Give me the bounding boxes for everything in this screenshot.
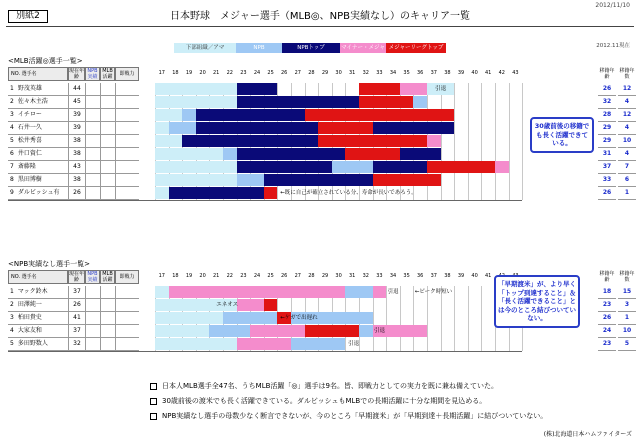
player-name-text: 田澤純一 (17, 301, 42, 308)
age-tick-label: 35 (403, 70, 410, 76)
career-segment (155, 325, 209, 337)
transfer-age-value: 29 (598, 122, 616, 135)
header-no-name: NO. 選手名 (8, 270, 68, 284)
age-tick-label: 17 (158, 70, 165, 76)
career-segment (223, 312, 277, 324)
player-no: 8 (10, 176, 14, 183)
mlb-cell (100, 286, 115, 299)
career-segment (359, 96, 413, 108)
player-age: 44 (68, 83, 85, 96)
npb-cell (85, 148, 100, 161)
transfer-age-value: 29 (598, 135, 616, 148)
age-tick-label: 34 (389, 273, 397, 279)
age-tick-label: 40 (471, 70, 478, 76)
age-tick-label: 24 (253, 70, 261, 76)
player-name-text: 野茂英雄 (17, 85, 42, 92)
player-name-text: 黒田博樹 (17, 176, 42, 183)
career-segment (237, 96, 359, 108)
player-no: 3 (10, 111, 14, 118)
power-cell (115, 338, 139, 351)
career-segment (277, 83, 359, 95)
career-segment (237, 161, 332, 173)
player-name (8, 96, 68, 109)
career-segment (345, 148, 399, 160)
npb-cell (85, 161, 100, 174)
age-tick-label: 37 (430, 70, 437, 76)
player-name-text: イチロー (17, 111, 42, 118)
mlb-cell (100, 96, 115, 109)
summary-bullet (150, 411, 547, 421)
transfer-years-value: 4 (618, 122, 636, 135)
age-tick-label: 23 (240, 70, 247, 76)
transfer-years-value: 10 (618, 325, 636, 338)
career-segment (413, 96, 427, 108)
career-segment (264, 299, 278, 311)
injury-note: ←ケガで出遅れ (280, 315, 318, 321)
age-tick-label: 17 (158, 273, 165, 279)
checkbox-icon (150, 383, 157, 390)
career-segment (264, 174, 373, 186)
career-segment (196, 109, 305, 121)
career-segment (373, 122, 455, 134)
npb-cell (85, 83, 100, 96)
career-segment (155, 161, 237, 173)
summary-bullet-text: 30歳前後の渡米でも長く活躍できている。ダルビッシュもMLBでの長期活躍に十分な期間を見込める。 (162, 397, 487, 405)
transfer-years-value: 1 (618, 312, 636, 325)
player-name-text: 佐々木主浩 (17, 98, 48, 105)
table-bottom-border (8, 351, 522, 352)
header-no-name: NO. 選手名 (8, 67, 68, 81)
age-tick-label: 34 (389, 70, 397, 76)
header-transfer-years: 移籍年数 (619, 68, 635, 80)
career-segment (155, 135, 182, 147)
transfer-age-value: 26 (598, 83, 616, 96)
header-transfer-age: 移籍年齢 (599, 271, 615, 283)
transfer-years-value: 4 (618, 96, 636, 109)
age-tick-label: 41 (485, 70, 492, 76)
career-segment (169, 286, 346, 298)
checkbox-icon (150, 398, 157, 405)
transfer-years-value: 4 (618, 148, 636, 161)
transfer-years-value: 10 (618, 135, 636, 148)
player-name (8, 109, 68, 122)
player-name (8, 338, 68, 351)
player-name-text: 柏田貴史 (17, 314, 42, 321)
power-cell (115, 109, 139, 122)
career-segment (427, 135, 441, 147)
player-name (8, 135, 68, 148)
npb-cell (85, 187, 100, 200)
summary-bullet (150, 396, 486, 406)
age-tick-label: 38 (444, 70, 451, 76)
peak-note: ←ピーク時短い (414, 289, 453, 295)
transfer-years-value: 7 (618, 161, 636, 174)
header-age: 現在年齢 (69, 68, 85, 80)
header-mlb: MLB活躍 (100, 270, 115, 284)
player-age: 39 (68, 109, 85, 122)
career-segment (318, 135, 427, 147)
retired-label: 引退 (387, 289, 399, 295)
player-no: 1 (10, 288, 14, 295)
table-bottom-border (8, 200, 522, 201)
career-segment (250, 325, 304, 337)
transfer-age-value: 23 (598, 299, 616, 312)
legend-item: 下部組織／アマ (174, 43, 236, 53)
power-cell (115, 122, 139, 135)
mlb-cell (100, 312, 115, 325)
transfer-age-value: 18 (598, 286, 616, 299)
npb-cell (85, 286, 100, 299)
mlb-cell (100, 122, 115, 135)
age-tick-label: 29 (321, 70, 329, 76)
retired-label: 引退 (435, 86, 447, 92)
career-segment (359, 83, 400, 95)
player-no: 2 (10, 98, 14, 105)
legend-item: NPBトップ (282, 43, 340, 53)
player-age: 38 (68, 174, 85, 187)
career-segment (155, 83, 237, 95)
career-segment (359, 325, 373, 337)
legend-item: メジャーリーグトップ (386, 43, 446, 53)
age-tick-label: 37 (430, 273, 437, 279)
age-tick-label: 29 (321, 273, 329, 279)
player-name-text: 井口資仁 (17, 150, 42, 157)
career-segment (332, 161, 373, 173)
power-cell (115, 148, 139, 161)
age-tick-label: 23 (240, 273, 247, 279)
mlb-cell (100, 338, 115, 351)
npb-cell (85, 109, 100, 122)
age-tick-label: 27 (294, 70, 301, 76)
retired-label: 引退 (373, 328, 385, 334)
player-no: 4 (10, 327, 14, 334)
transfer-age-value: 28 (598, 109, 616, 122)
power-cell (115, 286, 139, 299)
age-tick-label: 35 (403, 273, 410, 279)
npb-cell (85, 325, 100, 338)
career-segment (169, 187, 264, 199)
age-tick-label: 39 (457, 70, 465, 76)
as-of-date: 2012.11現在 (596, 43, 630, 49)
career-segment (400, 83, 427, 95)
mlb-cell (100, 187, 115, 200)
mlb-cell (100, 174, 115, 187)
player-name-text: 石井一久 (17, 124, 42, 131)
age-tick-label: 33 (376, 273, 383, 279)
summary-bullet-text: NPB実績なし選手の母数少なく断言できないが、今のところ「早期渡米」が「早期到達＋長期活躍」に結びついていない。 (162, 412, 548, 420)
legend-item: マイナー・メジャーリーグ (341, 45, 385, 61)
age-tick-label: 24 (253, 273, 261, 279)
transfer-age-value: 26 (598, 187, 616, 200)
career-segment (237, 148, 346, 160)
player-no: 9 (10, 189, 14, 196)
summary-bullet-text: 日本人MLB選手全47名、うちMLB活躍「◎」選手は9名。皆、即戦力としての実力を既に兼ね備えていた。 (162, 382, 498, 390)
career-segment (345, 286, 372, 298)
document-date: 2012/11/10 (595, 2, 630, 9)
mlb-cell (100, 148, 115, 161)
age-tick-label: 41 (485, 273, 492, 279)
age-tick-label: 43 (512, 70, 519, 76)
age-tick-label: 28 (308, 70, 315, 76)
mlb-cell (100, 83, 115, 96)
player-name-text: 多田野数人 (17, 340, 48, 347)
career-segment (155, 174, 237, 186)
transfer-years-value: 12 (618, 83, 636, 96)
age-tick-label: 18 (172, 273, 179, 279)
mlb-cell (100, 325, 115, 338)
npb-cell (85, 312, 100, 325)
age-tick-label: 25 (267, 273, 274, 279)
npb-cell (85, 135, 100, 148)
power-cell (115, 96, 139, 109)
npb-cell (85, 174, 100, 187)
career-segment (155, 122, 169, 134)
age-tick-label: 21 (213, 70, 220, 76)
transfer-years-value: 5 (618, 338, 636, 351)
career-segment (155, 187, 169, 199)
player-age: 32 (68, 338, 85, 351)
career-segment (305, 325, 359, 337)
player-name-text: 斎藤隆 (17, 163, 36, 170)
player-no: 7 (10, 163, 14, 170)
mlb-cell (100, 109, 115, 122)
header-mlb: MLB活躍 (100, 67, 115, 81)
player-age: 26 (68, 187, 85, 200)
career-segment (237, 83, 278, 95)
age-tick-label: 31 (349, 273, 356, 279)
age-tick-label: 22 (226, 273, 233, 279)
age-tick-label: 26 (281, 273, 288, 279)
player-name (8, 286, 68, 299)
age-tick-label: 25 (267, 70, 274, 76)
player-no: 3 (10, 314, 14, 321)
age-tick-label: 31 (349, 70, 356, 76)
player-age: 26 (68, 299, 85, 312)
player-age: 38 (68, 148, 85, 161)
career-segment (237, 174, 264, 186)
transfer-age-value: 33 (598, 174, 616, 187)
career-segment (155, 148, 223, 160)
player-age: 45 (68, 96, 85, 109)
power-cell (115, 135, 139, 148)
player-no: 5 (10, 340, 14, 347)
age-tick-label: 28 (308, 273, 315, 279)
transfer-age-value: 23 (598, 338, 616, 351)
npb-cell (85, 122, 100, 135)
transfer-age-value: 24 (598, 325, 616, 338)
title-divider (6, 26, 634, 27)
age-tick-label: 30 (335, 70, 342, 76)
header-power: 即戦力 (115, 270, 139, 284)
callout-npb-none: 「早期渡米」が、より早く「トップ到達すること」＆「長く活躍できること」とは今のところ結びついていない。 (494, 275, 580, 328)
transfer-age-value: 32 (598, 96, 616, 109)
player-name (8, 312, 68, 325)
transfer-age-value: 26 (598, 312, 616, 325)
summary-bullet (150, 381, 498, 391)
career-segment (291, 338, 345, 350)
age-tick-label: 22 (226, 70, 233, 76)
power-cell (115, 83, 139, 96)
power-cell (115, 312, 139, 325)
transfer-years-value: 3 (618, 299, 636, 312)
age-tick-label: 20 (199, 273, 206, 279)
transfer-age-value: 31 (598, 148, 616, 161)
age-tick-label: 26 (281, 70, 288, 76)
appendix-tag: 別紙2 (8, 10, 48, 23)
player-no: 4 (10, 124, 14, 131)
header-npb: NPB実績 (85, 67, 100, 81)
age-tick-label: 19 (185, 273, 193, 279)
header-transfer-age: 移籍年齢 (599, 68, 615, 80)
player-name (8, 161, 68, 174)
mlb-cell (100, 161, 115, 174)
age-tick-label: 20 (199, 70, 206, 76)
player-age: 37 (68, 286, 85, 299)
player-age: 43 (68, 161, 85, 174)
checkbox-icon (150, 413, 157, 420)
npb-cell (85, 96, 100, 109)
career-segment (196, 122, 318, 134)
header-power: 即戦力 (115, 67, 139, 81)
footer-company: (株)北海道日本ハムファイターズ (543, 431, 632, 438)
age-tick-label: 36 (417, 70, 424, 76)
page-title: 日本野球 メジャー選手（MLB◎、NPB実績なし）のキャリア一覧 (170, 11, 470, 22)
power-cell (115, 299, 139, 312)
retired-label: 引退 (348, 341, 360, 347)
player-no: 6 (10, 150, 14, 157)
power-cell (115, 325, 139, 338)
career-segment (264, 187, 278, 199)
player-no: 2 (10, 301, 14, 308)
player-name (8, 122, 68, 135)
player-age: 38 (68, 135, 85, 148)
player-age: 39 (68, 122, 85, 135)
career-segment (373, 174, 441, 186)
career-segment (400, 148, 441, 160)
transfer-years-value: 6 (618, 174, 636, 187)
career-segment (155, 109, 182, 121)
career-segment (373, 161, 427, 173)
career-segment (209, 325, 250, 337)
age-tick-label: 18 (172, 70, 179, 76)
age-tick-label: 33 (376, 70, 383, 76)
transfer-years-value: 12 (618, 109, 636, 122)
career-segment (155, 286, 169, 298)
career-segment (182, 109, 196, 121)
age-tick-label: 42 (498, 70, 505, 76)
player-name-text: 大家友和 (17, 327, 42, 334)
section-title-npb-none: <NPB実績なし選手一覧> (8, 260, 90, 268)
player-name (8, 299, 68, 312)
career-segment (155, 338, 237, 350)
power-cell (115, 161, 139, 174)
age-tick-label: 39 (457, 273, 465, 279)
career-segment (305, 109, 455, 121)
transfer-years-value: 1 (618, 187, 636, 200)
career-segment (155, 312, 223, 324)
player-no: 5 (10, 137, 14, 144)
career-segment (237, 338, 291, 350)
eneos-label: エネオス (216, 302, 239, 308)
power-cell (115, 174, 139, 187)
player-name (8, 187, 68, 200)
age-tick-label: 27 (294, 273, 301, 279)
player-name (8, 174, 68, 187)
age-tick-label: 36 (417, 273, 424, 279)
player-name-text: 松井秀喜 (17, 137, 42, 144)
age-tick-label: 32 (362, 70, 369, 76)
career-segment (373, 286, 387, 298)
player-age: 37 (68, 325, 85, 338)
player-name (8, 325, 68, 338)
player-name-text: マック鈴木 (17, 288, 48, 295)
career-segment (155, 96, 237, 108)
header-npb: NPB実績 (85, 270, 100, 284)
player-age: 41 (68, 312, 85, 325)
career-segment (237, 299, 264, 311)
npb-cell (85, 299, 100, 312)
player-name (8, 83, 68, 96)
age-tick-label: 19 (185, 70, 193, 76)
age-tick-label: 30 (335, 273, 342, 279)
age-tick-label: 38 (444, 273, 451, 279)
legend-item: NPB (236, 43, 282, 53)
career-segment (223, 148, 237, 160)
player-no: 1 (10, 85, 14, 92)
transfer-age-value: 37 (598, 161, 616, 174)
callout-mlb: 30歳前後の移籍でも長く活躍できている。 (530, 117, 594, 153)
career-segment (495, 161, 509, 173)
header-transfer-years: 移籍年数 (619, 271, 635, 283)
mlb-cell (100, 135, 115, 148)
player-name (8, 148, 68, 161)
career-segment (169, 122, 196, 134)
player-name-text: ダルビッシュ有 (17, 189, 60, 196)
career-segment (318, 122, 372, 134)
header-age: 現在年齢 (69, 271, 85, 283)
age-tick-label: 40 (471, 273, 478, 279)
age-tick-label: 21 (213, 273, 220, 279)
power-cell (115, 187, 139, 200)
career-segment (427, 161, 495, 173)
age-tick-label: 32 (362, 273, 369, 279)
career-segment (182, 135, 318, 147)
section-title-mlb: <MLB活躍◎選手一覧> (8, 57, 83, 65)
darvish-note: ←既に自己が確立されている分、寿命が長いであろう。 (280, 190, 417, 196)
transfer-years-value: 15 (618, 286, 636, 299)
mlb-cell (100, 299, 115, 312)
npb-cell (85, 338, 100, 351)
